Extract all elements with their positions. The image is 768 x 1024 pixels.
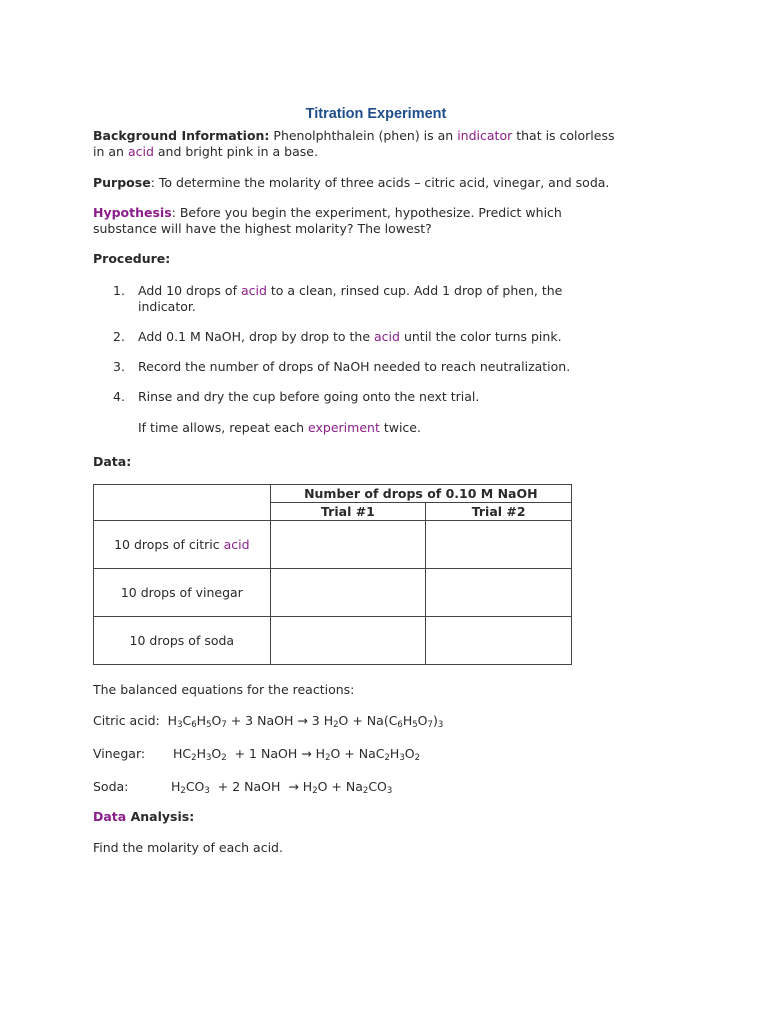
analysis-label [93, 809, 194, 824]
background-text-3: in an [93, 144, 128, 159]
trial-1-cell[interactable] [270, 617, 426, 665]
row-label-text: 10 drops of citric [114, 537, 224, 552]
citric-label: Citric acid: [93, 713, 160, 728]
step-text: indicator. [138, 299, 196, 314]
trial-1-cell[interactable] [270, 521, 426, 569]
background-text: Phenolphthalein (phen) is an [269, 128, 458, 143]
hypothesis-section [93, 205, 653, 237]
vinegar-equation [93, 746, 420, 763]
table-row [94, 569, 572, 617]
background-label: Background Information: [93, 128, 270, 143]
trial-2-cell[interactable] [426, 569, 572, 617]
step-text: until the color turns pink. [399, 329, 562, 344]
step-text: to a clean, rinsed cup. Add 1 drop of phen, the [266, 283, 563, 298]
row-label: 10 drops of vinegar [94, 569, 271, 617]
table-row [94, 617, 572, 665]
row-label: 10 drops of soda [94, 617, 271, 665]
step-number: 3. [113, 359, 125, 374]
acid-link[interactable]: acid [127, 144, 154, 159]
data-label: Data: [93, 454, 132, 469]
soda-equation [93, 779, 393, 796]
arrow-icon: → [301, 746, 312, 761]
citric-equation [93, 713, 443, 728]
vinegar-label: Vinegar: [93, 746, 146, 761]
table-header-main: Number of drops of 0.10 M NaOH [270, 485, 571, 503]
arrow-icon: → [297, 713, 308, 728]
table-row [94, 521, 572, 569]
data-link[interactable]: Data [93, 809, 127, 824]
trial-2-cell[interactable] [426, 617, 572, 665]
analysis-text: Find the molarity of each acid. [93, 840, 283, 855]
note-text: If time allows, repeat each [138, 420, 309, 435]
analysis-label-text: Analysis: [126, 809, 195, 824]
step-text: Add 10 drops of [138, 283, 241, 298]
step-text: Add 0.1 M NaOH, drop by drop to the [138, 329, 375, 344]
table-header-trial-1: Trial #1 [270, 503, 426, 521]
purpose-text: : To determine the molarity of three acids – citric acid, vinegar, and soda. [150, 175, 610, 190]
background-section [93, 128, 653, 160]
step-text: Rinse and dry the cup before going onto the next trial. [138, 389, 480, 404]
step-number: 1. [113, 283, 125, 298]
arrow-icon: → [288, 779, 299, 794]
procedure-label: Procedure: [93, 251, 171, 266]
soda-label: Soda: [93, 779, 129, 794]
background-text-2: that is colorless [512, 128, 615, 143]
table-header-trial-2: Trial #2 [426, 503, 572, 521]
acid-link[interactable]: acid [240, 283, 267, 298]
step-number: 4. [113, 389, 125, 404]
acid-link[interactable]: acid [374, 329, 400, 344]
vinegar-formula: $HC_2H_3O_2 + 1$ NaOH → $H_2O + NaC_2H_3O_2$ [173, 746, 420, 763]
trial-1-cell[interactable] [270, 569, 426, 617]
step-text: Record the number of drops of NaOH needed to reach neutralization. [138, 359, 571, 374]
note-text: twice. [379, 420, 421, 435]
page-title: Titration Experiment [305, 106, 447, 122]
experiment-link[interactable]: experiment [308, 420, 380, 435]
acid-link[interactable]: acid [223, 537, 250, 552]
purpose-section [93, 175, 653, 191]
row-label [94, 521, 271, 569]
indicator-link[interactable]: indicator [457, 128, 513, 143]
soda-formula: $H_2CO_3 + 2$ NaOH → $H_2O + Na_2CO_3$ [171, 779, 393, 796]
data-table [93, 484, 572, 665]
hypothesis-label[interactable]: Hypothesis [93, 205, 172, 220]
hypothesis-text: : Before you begin the experiment, hypothesize. Predict which [171, 205, 562, 220]
citric-formula: $H_3C_6H_5O_7 + 3$ NaOH → 3 $H_2O + Na(C_6H_5O_7)_3$ [163, 713, 444, 730]
purpose-label: Purpose [93, 175, 151, 190]
equations-intro: The balanced equations for the reactions: [93, 682, 355, 697]
table-corner-cell [94, 485, 271, 521]
trial-2-cell[interactable] [426, 521, 572, 569]
hypothesis-text-2: substance will have the highest molarity? The lowest? [93, 221, 432, 236]
background-text-4: and bright pink in a base. [153, 144, 318, 159]
step-number: 2. [113, 329, 125, 344]
repeat-note [138, 420, 421, 435]
